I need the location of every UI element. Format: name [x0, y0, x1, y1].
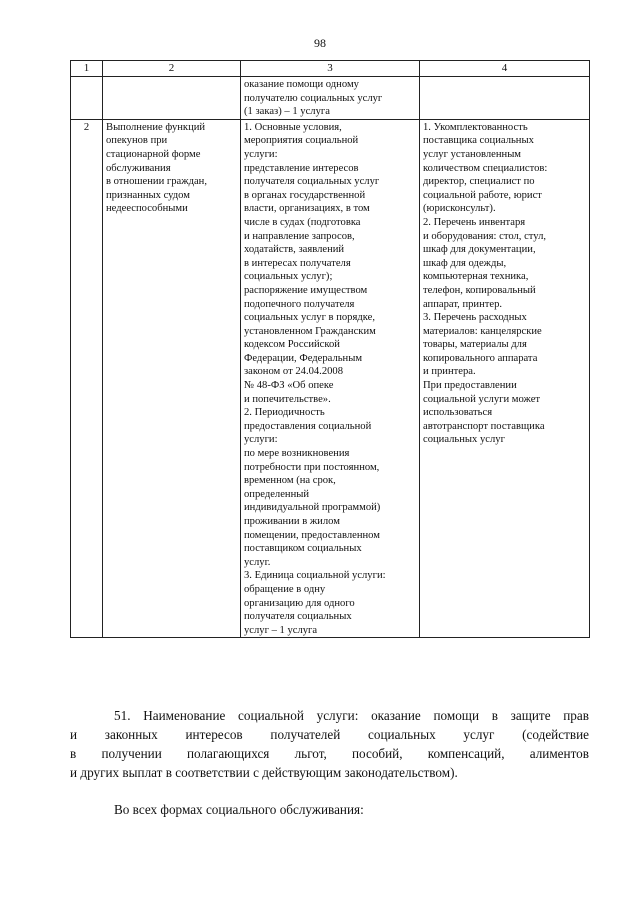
cell-text-line: подопечного получателя: [244, 298, 355, 310]
cell-text-line: 1. Основные условия,: [244, 121, 342, 133]
cell-continuation-num: [71, 77, 103, 120]
table-row-continuation: [71, 77, 590, 120]
cell-text-line: получателя социальных: [244, 611, 352, 623]
cell-text-line: и попечительстве».: [244, 393, 331, 405]
cell-continuation-conditions: [241, 77, 420, 120]
cell-service-conditions: [241, 119, 420, 638]
cell-text-line: (1 заказ) – 1 услуга: [244, 106, 330, 118]
cell-text-line: поставщиком социальных: [244, 543, 362, 555]
cell-text-line: Федерации, Федеральным: [244, 352, 363, 364]
paragraph-51-line-1: 51. Наименование социальной услуги: оказание помощи в защите прав: [114, 708, 589, 723]
cell-text-line: установленном Гражданским: [244, 325, 376, 337]
cell-text-line: и принтера.: [423, 366, 476, 378]
header-col-1: 1: [71, 61, 103, 77]
cell-text-line: обращение в одну: [244, 583, 326, 595]
cell-text-line: определенный: [244, 488, 310, 500]
cell-text-line: аппарат, принтер.: [423, 298, 503, 310]
cell-text-line: услуг – 1 услуга: [244, 624, 318, 636]
paragraph-51: [70, 706, 589, 782]
cell-text-line: кодексом Российской: [244, 339, 340, 351]
cell-text-line: социальных услуг);: [244, 271, 333, 283]
cell-text-line: 3. Перечень расходных: [423, 312, 527, 324]
cell-text-line: социальной работе, юрист: [423, 189, 542, 201]
cell-text-line: стационарной форме: [106, 148, 201, 160]
cell-text-line: власти, организациях, в том: [244, 203, 370, 215]
cell-text-line: директор, специалист по: [423, 176, 535, 188]
cell-text-line: социальной услуги может: [423, 393, 541, 405]
cell-text-line: получателя социальных услуг: [244, 176, 380, 188]
cell-text-line: шкаф для документации,: [423, 244, 536, 256]
cell-text-line: услуги:: [244, 434, 278, 446]
cell-text-line: товары, материалы для: [423, 339, 527, 351]
cell-text-line: 1. Укомплектованность: [423, 121, 528, 133]
cell-text-line: При предоставлении: [423, 380, 517, 392]
page-number: 98: [314, 36, 326, 50]
cell-text-line: организацию для одного: [244, 597, 355, 609]
cell-text-line: распоряжение имуществом: [244, 284, 368, 296]
cell-text-line: количеством специалистов:: [423, 162, 548, 174]
cell-text-line: обслуживания: [106, 162, 171, 174]
cell-text-line: предоставления социальной: [244, 420, 372, 432]
cell-text-line: представление интересов: [244, 162, 359, 174]
cell-text-line: и оборудования: стол, стул,: [423, 230, 547, 242]
cell-service-name: [103, 119, 241, 638]
cell-text-line: потребности при постоянном,: [244, 461, 380, 473]
cell-text-line: в отношении граждан,: [106, 176, 207, 188]
cell-text-line: в интересах получателя: [244, 257, 351, 269]
cell-text-line: Выполнение функций: [106, 121, 206, 133]
cell-text-line: оказание помощи одному: [244, 79, 359, 90]
cell-text-line: поставщика социальных: [423, 135, 534, 147]
cell-text-line: опекунов при: [106, 135, 168, 147]
cell-continuation-name: [103, 77, 241, 120]
cell-text-line: телефон, копировальный: [423, 284, 536, 296]
table-header-row: [71, 61, 590, 77]
cell-text-line: использоваться: [423, 407, 493, 419]
cell-text-line: индивидуальной программой): [244, 502, 381, 514]
cell-text-line: шкаф для одежды,: [423, 257, 507, 269]
cell-text-line: социальных услуг в порядке,: [244, 312, 375, 324]
table-row-2: [71, 119, 590, 638]
paragraph-service-forms: Во всех формах социального обслуживания:: [114, 802, 364, 817]
cell-text-line: и направление запросов,: [244, 230, 355, 242]
cell-text-line: услуги:: [244, 148, 278, 160]
cell-text-line: признанных судом: [106, 189, 190, 201]
cell-row-number: 2: [71, 119, 103, 638]
cell-text-line: ходатайств, заявлений: [244, 244, 345, 256]
cell-text-line: числе в судах (подготовка: [244, 216, 361, 228]
cell-text-line: законом от 24.04.2008: [244, 366, 344, 378]
cell-text-line: социальных услуг: [423, 434, 505, 446]
paragraph-51-line-2: и законных интересов получателей социальных услуг (содействие: [70, 727, 589, 742]
cell-text-line: 2. Периодичность: [244, 407, 325, 419]
cell-text-line: проживании в жилом: [244, 516, 340, 527]
cell-text-line: (юрисконсульт).: [423, 203, 496, 215]
services-table: [70, 60, 590, 638]
cell-continuation-requirements: [420, 77, 590, 120]
paragraph-51-line-4: и других выплат в соответствии с действующим законодательством).: [70, 765, 458, 780]
cell-text-line: по мере возникновения: [244, 448, 350, 460]
cell-text-line: временном (на срок,: [244, 475, 336, 487]
cell-text-line: № 48-ФЗ «Об опеке: [244, 380, 334, 392]
cell-text-line: компьютерная техника,: [423, 271, 529, 283]
cell-text-line: 3. Единица социальной услуги:: [244, 570, 386, 582]
cell-text-line: в органах государственной: [244, 189, 366, 201]
cell-text-line: помещении, предоставленном: [244, 529, 380, 541]
cell-text-line: недееспособными: [106, 203, 188, 215]
paragraph-51-line-3: в получении полагающихся льгот, пособий, компенсаций, алиментов: [70, 746, 589, 761]
cell-text-line: мероприятия социальной: [244, 135, 359, 147]
cell-text-line: услуг установленным: [423, 148, 522, 160]
cell-service-requirements: [420, 119, 590, 638]
cell-text-line: 2. Перечень инвентаря: [423, 216, 526, 228]
header-col-4: 4: [420, 61, 590, 77]
cell-text-line: услуг.: [244, 556, 271, 568]
cell-text-line: копировального аппарата: [423, 352, 538, 364]
cell-text-line: получателю социальных услуг: [244, 92, 383, 104]
header-col-3: 3: [241, 61, 420, 77]
header-col-2: 2: [103, 61, 241, 77]
cell-text-line: материалов: канцелярские: [423, 325, 542, 337]
cell-text-line: автотранспорт поставщика: [423, 420, 545, 432]
